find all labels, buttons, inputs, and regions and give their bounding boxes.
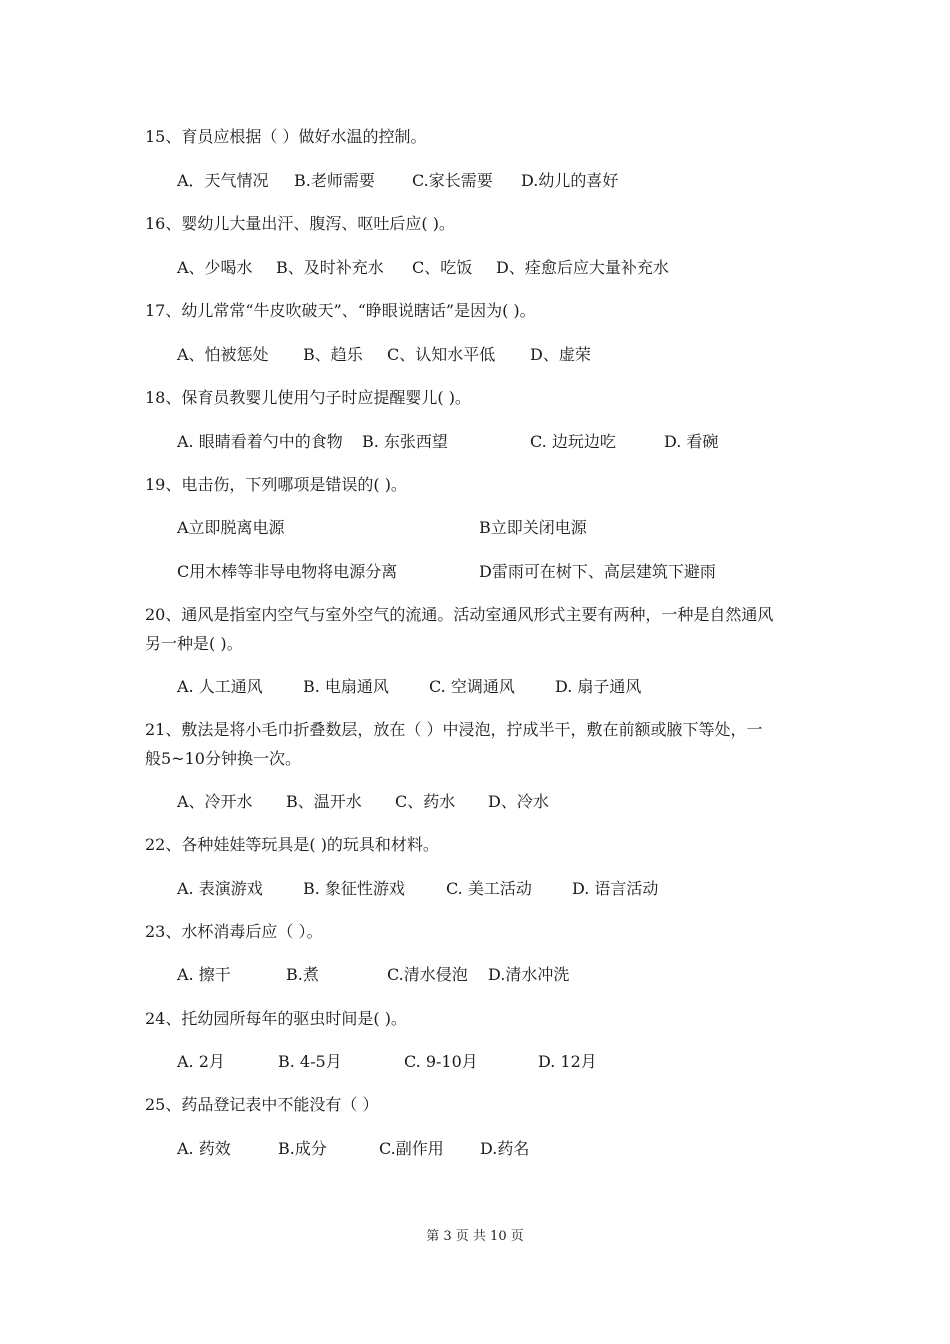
question-19-option-b: B立即关闭电源 — [479, 518, 587, 537]
question-23-option-c: C.清水侵泡 — [387, 965, 468, 984]
question-17-option-a: A、怕被惩处 — [177, 345, 269, 364]
question-23-option-a: A. 擦干 — [177, 965, 231, 984]
question-22-stem: 22、各种娃娃等玩具是( )的玩具和材料。 — [145, 835, 439, 854]
question-20-stem-line2: 另一种是( )。 — [145, 634, 243, 653]
page-number-footer: 第 3 页 共 10 页 — [426, 1229, 524, 1244]
question-16-option-b: B、及时补充水 — [276, 258, 384, 277]
question-16-stem: 16、婴幼儿大量出汗、腹泻、呕吐后应( )。 — [145, 214, 455, 233]
question-18-option-d: D. 看碗 — [664, 432, 719, 451]
question-15-option-a: A．天气情况 — [177, 171, 269, 190]
question-20-option-b: B. 电扇通风 — [303, 677, 389, 696]
question-21-option-a: A、冷开水 — [177, 792, 253, 811]
question-22-option-a: A. 表演游戏 — [177, 879, 263, 898]
question-19-option-d: D雷雨可在树下、高层建筑下避雨 — [479, 562, 716, 581]
question-16-option-a: A、少喝水 — [177, 258, 253, 277]
question-22-option-d: D. 语言活动 — [572, 879, 659, 898]
question-15-option-b: B.老师需要 — [294, 171, 375, 190]
question-18-option-b: B. 东张西望 — [362, 432, 448, 451]
question-17-option-d: D、虚荣 — [530, 345, 591, 364]
question-19-option-c: C用木棒等非导电物将电源分离 — [177, 562, 398, 581]
question-18-option-a: A. 眼睛看着勺中的食物 — [177, 432, 343, 451]
question-24-stem: 24、托幼园所每年的驱虫时间是( )。 — [145, 1009, 407, 1028]
question-24-option-c: C. 9-10月 — [404, 1052, 478, 1071]
question-23-option-b: B.煮 — [286, 965, 319, 984]
question-15-stem: 15、育员应根据（ ）做好水温的控制。 — [145, 127, 427, 146]
question-16-option-c: C、吃饭 — [412, 258, 473, 277]
question-15-option-d: D.幼儿的喜好 — [521, 171, 619, 190]
question-25-option-d: D.药名 — [480, 1139, 530, 1158]
question-20-option-a: A. 人工通风 — [177, 677, 263, 696]
question-22-option-b: B. 象征性游戏 — [303, 879, 405, 898]
question-23-stem: 23、水杯消毒后应（ ）。 — [145, 922, 323, 941]
question-17-option-b: B、趋乐 — [303, 345, 363, 364]
question-20-option-d: D. 扇子通风 — [555, 677, 642, 696]
question-21-stem-line2: 般5~10分钟换一次。 — [145, 749, 301, 768]
question-24-option-a: A. 2月 — [177, 1052, 225, 1071]
question-21-option-d: D、冷水 — [488, 792, 549, 811]
question-15-option-c: C.家长需要 — [412, 171, 493, 190]
question-23-option-d: D.清水冲洗 — [488, 965, 570, 984]
question-24-option-d: D. 12月 — [538, 1052, 597, 1071]
question-20-option-c: C. 空调通风 — [429, 677, 515, 696]
question-21-option-c: C、药水 — [395, 792, 456, 811]
question-25-option-b: B.成分 — [278, 1139, 327, 1158]
question-25-option-c: C.副作用 — [379, 1139, 444, 1158]
question-18-stem: 18、保育员教婴儿使用勺子时应提醒婴儿( )。 — [145, 388, 471, 407]
question-17-option-c: C、认知水平低 — [387, 345, 496, 364]
question-16-option-d: D、痊愈后应大量补充水 — [496, 258, 669, 277]
question-19-option-a: A立即脱离电源 — [177, 518, 285, 537]
question-17-stem: 17、幼儿常常“牛皮吹破天”、“睁眼说瞎话”是因为( )。 — [145, 301, 536, 320]
question-21-option-b: B、温开水 — [286, 792, 362, 811]
question-21-stem-line1: 21、敷法是将小毛巾折叠数层，放在（ ）中浸泡，拧成半干，敷在前额或腋下等处，一 — [145, 720, 763, 739]
question-19-stem: 19、电击伤，下列哪项是错误的( )。 — [145, 475, 407, 494]
question-25-stem: 25、药品登记表中不能没有（ ） — [145, 1095, 379, 1114]
question-20-stem-line1: 20、通风是指室内空气与室外空气的流通。活动室通风形式主要有两种，一种是自然通风 — [145, 605, 774, 624]
question-22-option-c: C. 美工活动 — [446, 879, 532, 898]
question-25-option-a: A. 药效 — [177, 1139, 231, 1158]
question-24-option-b: B. 4-5月 — [278, 1052, 342, 1071]
question-18-option-c: C. 边玩边吃 — [530, 432, 616, 451]
